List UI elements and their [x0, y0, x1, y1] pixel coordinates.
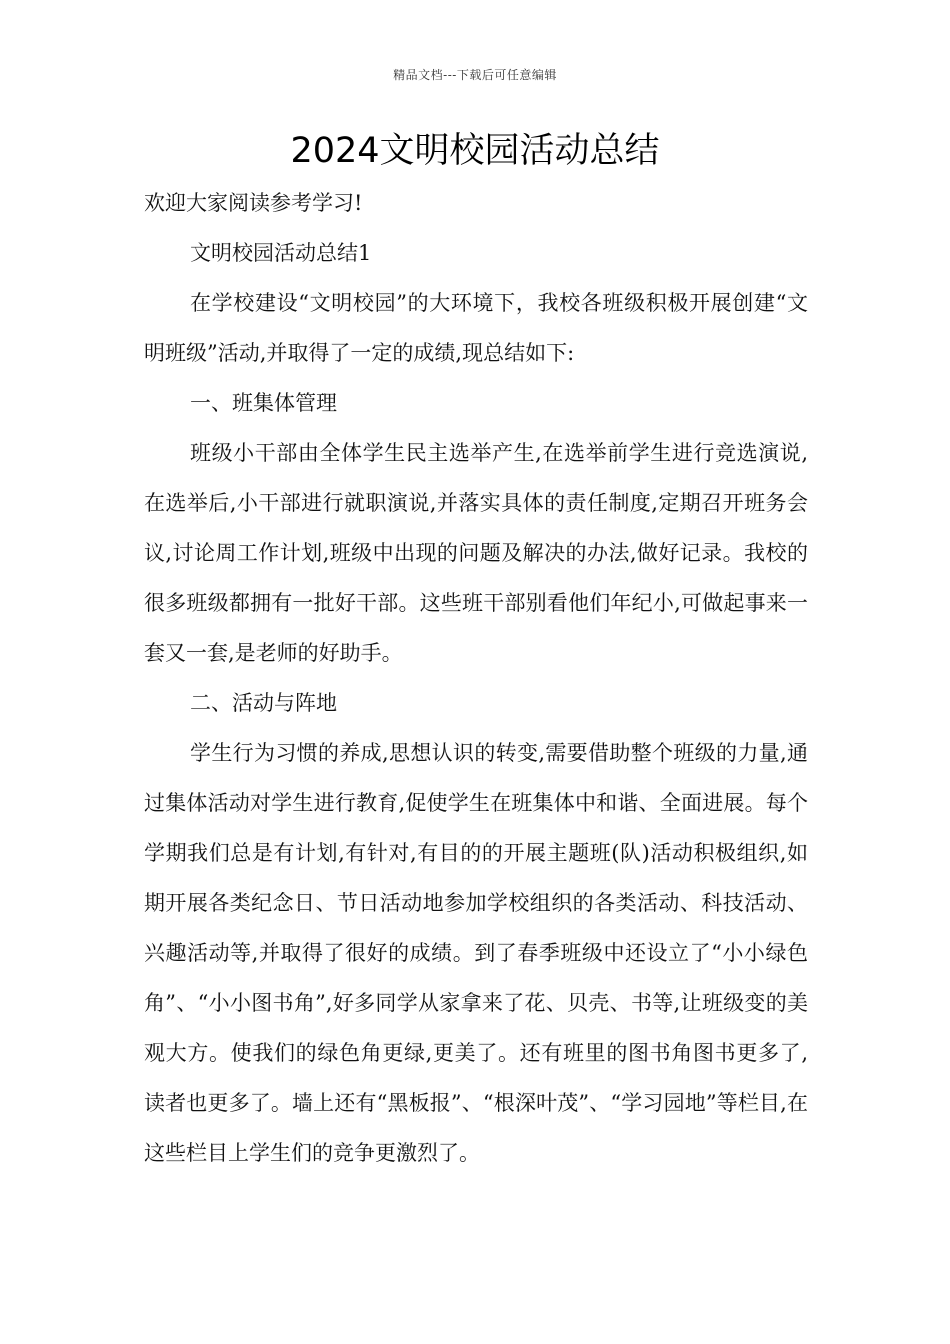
section-paragraph-1: 班级小干部由全体学生民主选举产生,在选举前学生进行竞选演说,在选举后,小干部进行就职演说,并落实具体的责任制度,定期召开班务会议,讨论周工作计划,班级中出现的问题及解决的办法,做好记录。我校的很多班级都拥有一批好干部。这些班干部别看他们年纪小,可做起事来一套又一套,是老师的好助手。: [144, 441, 808, 665]
header-note: 精品文档---下载后可任意编辑: [393, 68, 557, 82]
greeting-line: 欢迎大家阅读参考学习!: [144, 191, 363, 215]
document-subtitle: 文明校园活动总结1: [190, 241, 372, 265]
intro-paragraph: 在学校建设“文明校园”的大环境下，我校各班级积极开展创建“文明班级”活动,并取得了一定的成绩,现总结如下:: [144, 291, 808, 365]
section-heading-1: 一、班集体管理: [190, 391, 337, 415]
document-body: [144, 178, 808, 1178]
section-heading-2: 二、活动与阵地: [190, 691, 337, 715]
section-paragraph-2: 学生行为习惯的养成,思想认识的转变,需要借助整个班级的力量,通过集体活动对学生进行教育,促使学生在班集体中和谐、全面进展。每个学期我们总是有计划,有针对,有目的的开展主题班(队)活动积极组织,如期开展各类纪念日、节日活动地参加学校组织的各类活动、科技活动、兴趣活动等,并取得了很好的成绩。到了春季班级中还设立了“小小绿色角”、“小小图书角”,好多同学从家拿来了花、贝壳、书等,让班级变的美观大方。使我们的绿色角更绿,更美了。还有班里的图书角图书更多了,读者也更多了。墙上还有“黑板报”、“根深叶茂”、“学习园地”等栏目,在这些栏目上学生们的竞争更激烈了。: [144, 741, 808, 1165]
document-title: 2024文明校园活动总结: [290, 131, 660, 171]
